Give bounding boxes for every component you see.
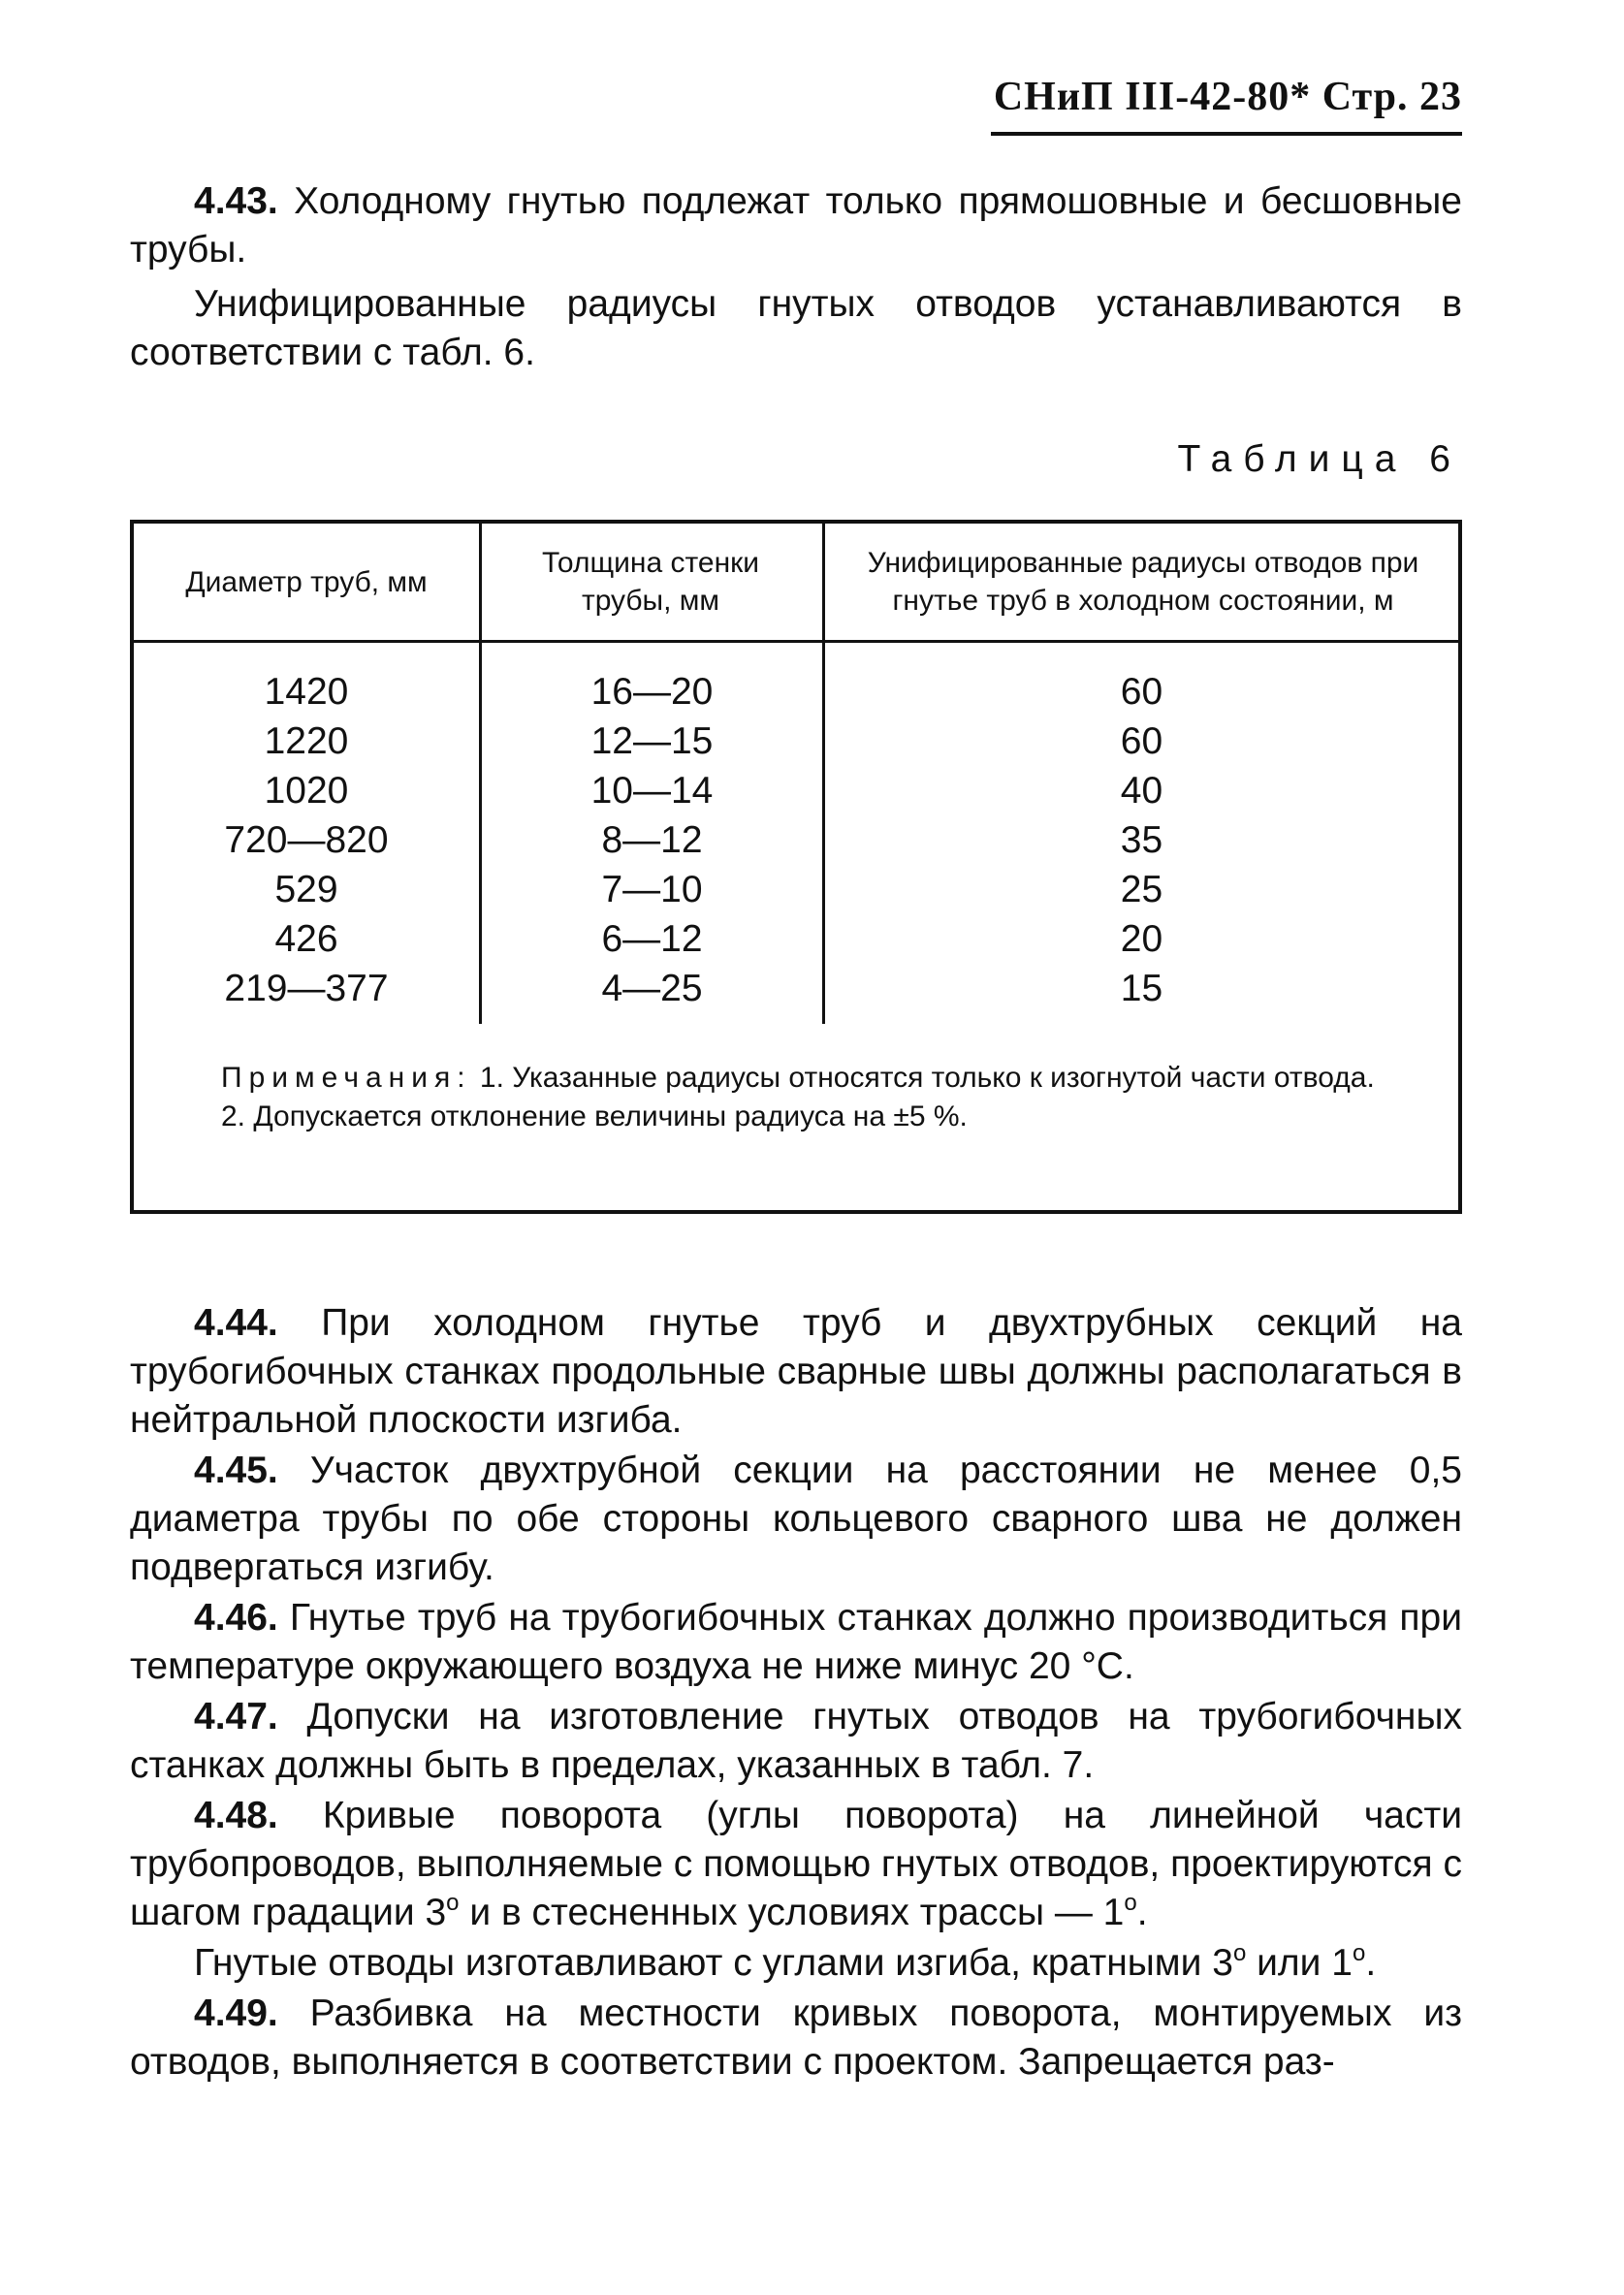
- table-cell: 8—12: [601, 819, 703, 861]
- table-cell: 15: [1120, 968, 1163, 1009]
- column-header-radius: Унифицированные радиусы отводов при гнутье труб в холодном состоянии, м: [867, 547, 1419, 617]
- table-cell: 60: [1120, 720, 1163, 762]
- paragraph-4-49: [130, 1990, 1462, 2087]
- notes-label: Примечания:: [221, 1062, 472, 1094]
- body-section: [130, 1299, 1462, 2087]
- paragraph-bend-angles: [130, 1939, 1462, 1988]
- column-header-thickness: Толщина стенки трубы, мм: [541, 547, 760, 617]
- table-6: [130, 520, 1462, 1214]
- clause-number: 4.46.: [194, 1597, 278, 1639]
- paragraph-4-45: [130, 1447, 1462, 1592]
- diameter-column: [134, 667, 479, 1013]
- paragraph-text: и в стесненных условиях трассы — 1: [459, 1892, 1125, 1933]
- table-cell: 426: [274, 918, 338, 960]
- paragraph-4-43: [130, 177, 1462, 274]
- table-cell: 12—15: [590, 720, 714, 762]
- table-cell: 1020: [264, 770, 349, 812]
- paragraph-text: При холодном гнутье труб и двухтрубных секций на трубогибочных станках продольные сварные швы должны располагаться в нейтральной плоскости изгиба.: [130, 1302, 1462, 1441]
- clause-number: 4.43.: [194, 180, 278, 222]
- paragraph-table-ref: [130, 280, 1462, 377]
- paragraph-4-47: [130, 1693, 1462, 1790]
- table-cell: 60: [1120, 671, 1163, 713]
- table-cell: 720—820: [224, 819, 389, 861]
- table-cell: 25: [1120, 869, 1163, 910]
- paragraph-text: Кривые поворота (углы поворота) на линейной части трубопроводов, выполняемые с помощью гнутых отводов, проектируются с шагом градации 3: [130, 1795, 1462, 1933]
- table-cell: 219—377: [224, 968, 389, 1009]
- table-cell: 7—10: [601, 869, 703, 910]
- note-2: 2. Допускается отклонение величины радиуса на ±5 %.: [221, 1100, 968, 1132]
- page-header: [977, 68, 1462, 136]
- clause-number: 4.45.: [194, 1450, 278, 1491]
- table-cell: 6—12: [601, 918, 703, 960]
- degree-mark: o: [1124, 1890, 1137, 1916]
- table-cell: 20: [1120, 918, 1163, 960]
- table-cell: 4—25: [601, 968, 703, 1009]
- header-rule: [991, 132, 1462, 136]
- radius-column: [825, 667, 1458, 1013]
- table-cell: 16—20: [590, 671, 714, 713]
- table-cell: 35: [1120, 819, 1163, 861]
- header-divider: [134, 640, 1458, 643]
- paragraph-4-46: [130, 1594, 1462, 1691]
- paragraph-text: Гнутые отводы изготавливают с углами изгиба, кратными 3: [194, 1942, 1233, 1984]
- paragraph-text: .: [1136, 1892, 1148, 1933]
- table-cell: 40: [1120, 770, 1163, 812]
- paragraph-text: Унифицированные радиусы гнутых отводов устанавливаются в соответствии с табл. 6.: [130, 283, 1462, 373]
- paragraph-text: Участок двухтрубной секции на расстоянии не менее 0,5 диаметра трубы по обе стороны кольцевого сварного шва не должен подвергаться изгибу.: [130, 1450, 1462, 1588]
- clause-number: 4.44.: [194, 1302, 278, 1344]
- thickness-column: [482, 667, 822, 1013]
- table-notes: [134, 1059, 1458, 1136]
- paragraph-text: Гнутье труб на трубогибочных станках должно производиться при температуре окружающего воздуха не ниже минус 20 °C.: [130, 1597, 1462, 1687]
- paragraph-text: Холодному гнутью подлежат только прямошовные и бесшовные трубы.: [130, 180, 1462, 271]
- degree-mark: o: [1232, 1940, 1247, 1966]
- table-cell: 1420: [264, 671, 349, 713]
- paragraph-4-44: [130, 1299, 1462, 1445]
- table-cell: 1220: [264, 720, 349, 762]
- clause-number: 4.49.: [194, 1992, 278, 2034]
- paragraph-text: .: [1365, 1942, 1377, 1984]
- table-cell: 10—14: [590, 770, 714, 812]
- page-header-title: СНиП III-42-80* Стр. 23: [993, 75, 1462, 119]
- degree-mark: o: [1352, 1940, 1366, 1966]
- intro-section: [130, 177, 1462, 377]
- degree-mark: o: [446, 1890, 460, 1916]
- note-text: 1. Указанные радиусы относятся только к изогнутой части отвода.: [471, 1062, 1375, 1094]
- table-caption: Таблица 6: [1177, 438, 1462, 480]
- paragraph-text: или 1: [1246, 1942, 1353, 1984]
- column-header-diameter: Диаметр труб, мм: [185, 565, 428, 598]
- paragraph-text: Допуски на изготовление гнутых отводов на трубогибочных станках должны быть в пределах, указанных в табл. 7.: [130, 1696, 1462, 1786]
- clause-number: 4.48.: [194, 1795, 278, 1836]
- note-1: [136, 1059, 1458, 1098]
- paragraph-4-48: [130, 1792, 1462, 1937]
- table-cell: 529: [274, 869, 338, 910]
- clause-number: 4.47.: [194, 1696, 278, 1737]
- paragraph-text: Разбивка на местности кривых поворота, монтируемых из отводов, выполняется в соответствии с проектом. Запрещается раз-: [130, 1992, 1462, 2083]
